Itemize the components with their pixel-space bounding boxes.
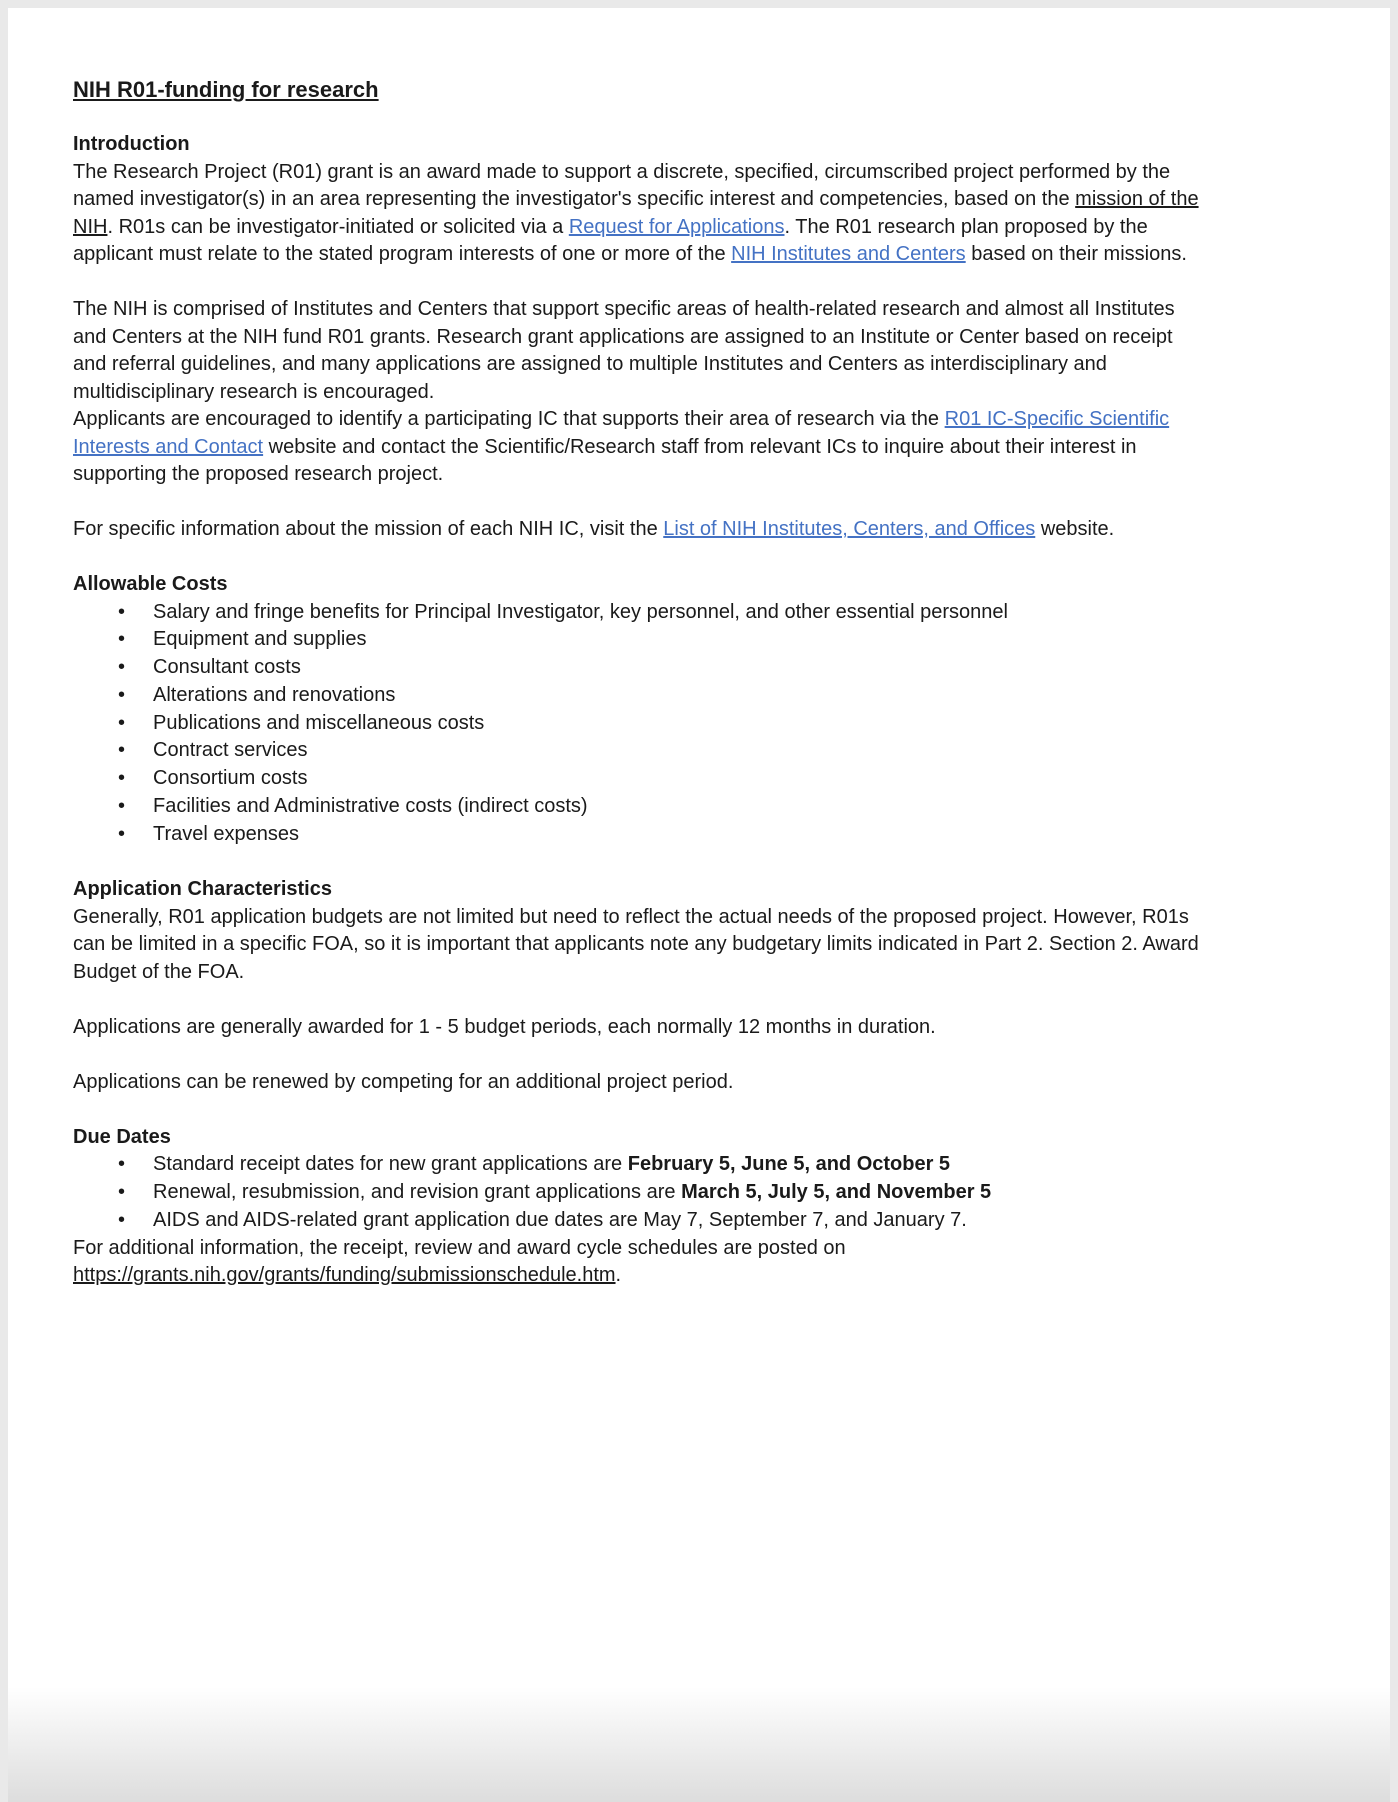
text-segment: NIH R01-funding for research bbox=[73, 77, 379, 102]
heading-application-characteristics bbox=[73, 876, 1390, 904]
text-segment: Facilities and Administrative costs (indirect costs) bbox=[153, 795, 588, 818]
paragraph-nih-institutes bbox=[73, 296, 1203, 406]
bullet-item bbox=[73, 1179, 1203, 1207]
heading-due-dates bbox=[73, 1124, 1390, 1152]
text-segment: February 5, June 5, and October 5 bbox=[627, 1153, 951, 1176]
document-page bbox=[8, 8, 1390, 1802]
text-segment: based on their missions. bbox=[965, 243, 1187, 265]
paragraph-application-characteristics bbox=[73, 904, 1203, 987]
link-nih-institutes-and-centers[interactable]: NIH Institutes and Centers bbox=[731, 243, 966, 265]
link-submission-schedule-url[interactable]: https://grants.nih.gov/grants/funding/submissionschedule.htm bbox=[73, 1264, 616, 1287]
text-segment: . R01s can be investigator-initiated or solicited via a bbox=[107, 215, 569, 238]
bullet-item bbox=[73, 654, 1203, 682]
bullet-item bbox=[73, 737, 1203, 765]
text-segment: Applicants are encouraged to identify a participating IC that supports their area of research via the bbox=[73, 408, 945, 430]
text-segment: Application Characteristics bbox=[73, 878, 332, 901]
document-title bbox=[73, 76, 1390, 104]
bullet-item bbox=[73, 626, 1203, 654]
text-segment: website. bbox=[1035, 518, 1115, 540]
blank-line bbox=[73, 1096, 1390, 1124]
text-segment: Equipment and supplies bbox=[153, 628, 367, 651]
text-segment: The Research Project (R01) grant is an award made to support a discrete, specified, circumscribed project performed by the named investigator(s) in an area representing the investigator's specific interest and competencies, based on the bbox=[73, 160, 1171, 210]
bullet-item bbox=[73, 765, 1203, 793]
paragraph-applicants-encouraged bbox=[73, 406, 1203, 489]
text-segment: Renewal, resubmission, and revision grant applications are bbox=[153, 1180, 682, 1203]
text-segment: Travel expenses bbox=[153, 822, 299, 845]
text-segment: AIDS and AIDS-related grant application due dates are May 7, September 7, and January 7. bbox=[153, 1208, 967, 1231]
bullet-item bbox=[73, 1207, 1203, 1235]
blank-line bbox=[73, 104, 1390, 132]
text-segment: Consortium costs bbox=[153, 767, 308, 790]
blank-line bbox=[73, 269, 1390, 297]
paragraph-introduction bbox=[73, 159, 1203, 269]
text-segment: Applications are generally awarded for 1 - 5 budget periods, each normally 12 months in duration. bbox=[73, 1015, 936, 1038]
text-segment: . bbox=[615, 1264, 622, 1287]
text-segment: The NIH is comprised of Institutes and Centers that support specific areas of health-related research and almost all Institutes and Centers at the NIH fund R01 grants. Research grant applications are assigned to an Institute or Center based on receipt and referral guidelines, and many applications are assigned to multiple Institutes and Centers as interdisciplinary and multidisciplinary research is encouraged. bbox=[73, 298, 1175, 403]
heading-introduction bbox=[73, 131, 1390, 159]
text-segment: For specific information about the mission of each NIH IC, visit the bbox=[73, 518, 664, 540]
paragraph-renewal bbox=[73, 1069, 1203, 1097]
paragraph-specific-information bbox=[73, 516, 1203, 544]
text-segment: Publications and miscellaneous costs bbox=[153, 711, 485, 734]
paragraph-additional-information bbox=[73, 1235, 1203, 1290]
text-segment: mission of the NIH bbox=[73, 188, 1199, 238]
link-list-of-nih-institutes-centers-and-offices[interactable]: List of NIH Institutes, Centers, and Offices bbox=[663, 518, 1036, 540]
text-segment: Generally, R01 application budgets are not limited but need to reflect the actual needs of the proposed project. However, R01s can be limited in a specific FOA, so it is important that applicants note any budgetary limits indicated in Part 2. Section 2. Award Budget of the FOA. bbox=[73, 905, 1199, 983]
blank-line bbox=[73, 986, 1390, 1014]
blank-line bbox=[73, 489, 1390, 517]
text-segment: Due Dates bbox=[73, 1125, 171, 1148]
link-request-for-applications[interactable]: Request for Applications bbox=[568, 215, 785, 238]
bullet-item bbox=[73, 793, 1203, 821]
text-segment: website and contact the Scientific/Research staff from relevant ICs to inquire about their interest in supporting the proposed research project. bbox=[73, 435, 1137, 485]
bullet-list-allowable-costs bbox=[73, 599, 1203, 849]
text-segment: Introduction bbox=[73, 133, 190, 155]
text-segment: March 5, July 5, and November 5 bbox=[681, 1180, 992, 1203]
link-r01-ic-specific-scientific-interests-and-contact[interactable]: R01 IC-Specific Scientific Interests and Contact bbox=[73, 408, 1170, 458]
bullet-item bbox=[73, 599, 1203, 627]
text-segment: Applications can be renewed by competing for an additional project period. bbox=[73, 1070, 734, 1093]
heading-allowable-costs bbox=[73, 571, 1390, 599]
bullet-item bbox=[73, 682, 1203, 710]
bullet-item bbox=[73, 710, 1203, 738]
paragraph-budget-periods bbox=[73, 1014, 1203, 1042]
blank-line bbox=[73, 849, 1390, 877]
text-segment: Salary and fringe benefits for Principal Investigator, key personnel, and other essential personnel bbox=[153, 600, 1008, 623]
blank-line bbox=[73, 1041, 1390, 1069]
blank-line bbox=[73, 544, 1390, 572]
bullet-item bbox=[73, 1151, 1203, 1179]
text-segment: For additional information, the receipt, review and award cycle schedules are posted on bbox=[73, 1236, 846, 1259]
text-segment: Contract services bbox=[153, 739, 308, 762]
text-segment: Alterations and renovations bbox=[153, 683, 396, 706]
text-segment: Consultant costs bbox=[153, 656, 301, 679]
bullet-item bbox=[73, 821, 1203, 849]
text-segment: . The R01 research plan proposed by the applicant must relate to the stated program interests of one or more of the bbox=[73, 215, 1148, 265]
bullet-list-due-dates bbox=[73, 1151, 1203, 1234]
text-segment: Standard receipt dates for new grant applications are bbox=[153, 1153, 628, 1176]
text-segment: Allowable Costs bbox=[73, 573, 228, 595]
